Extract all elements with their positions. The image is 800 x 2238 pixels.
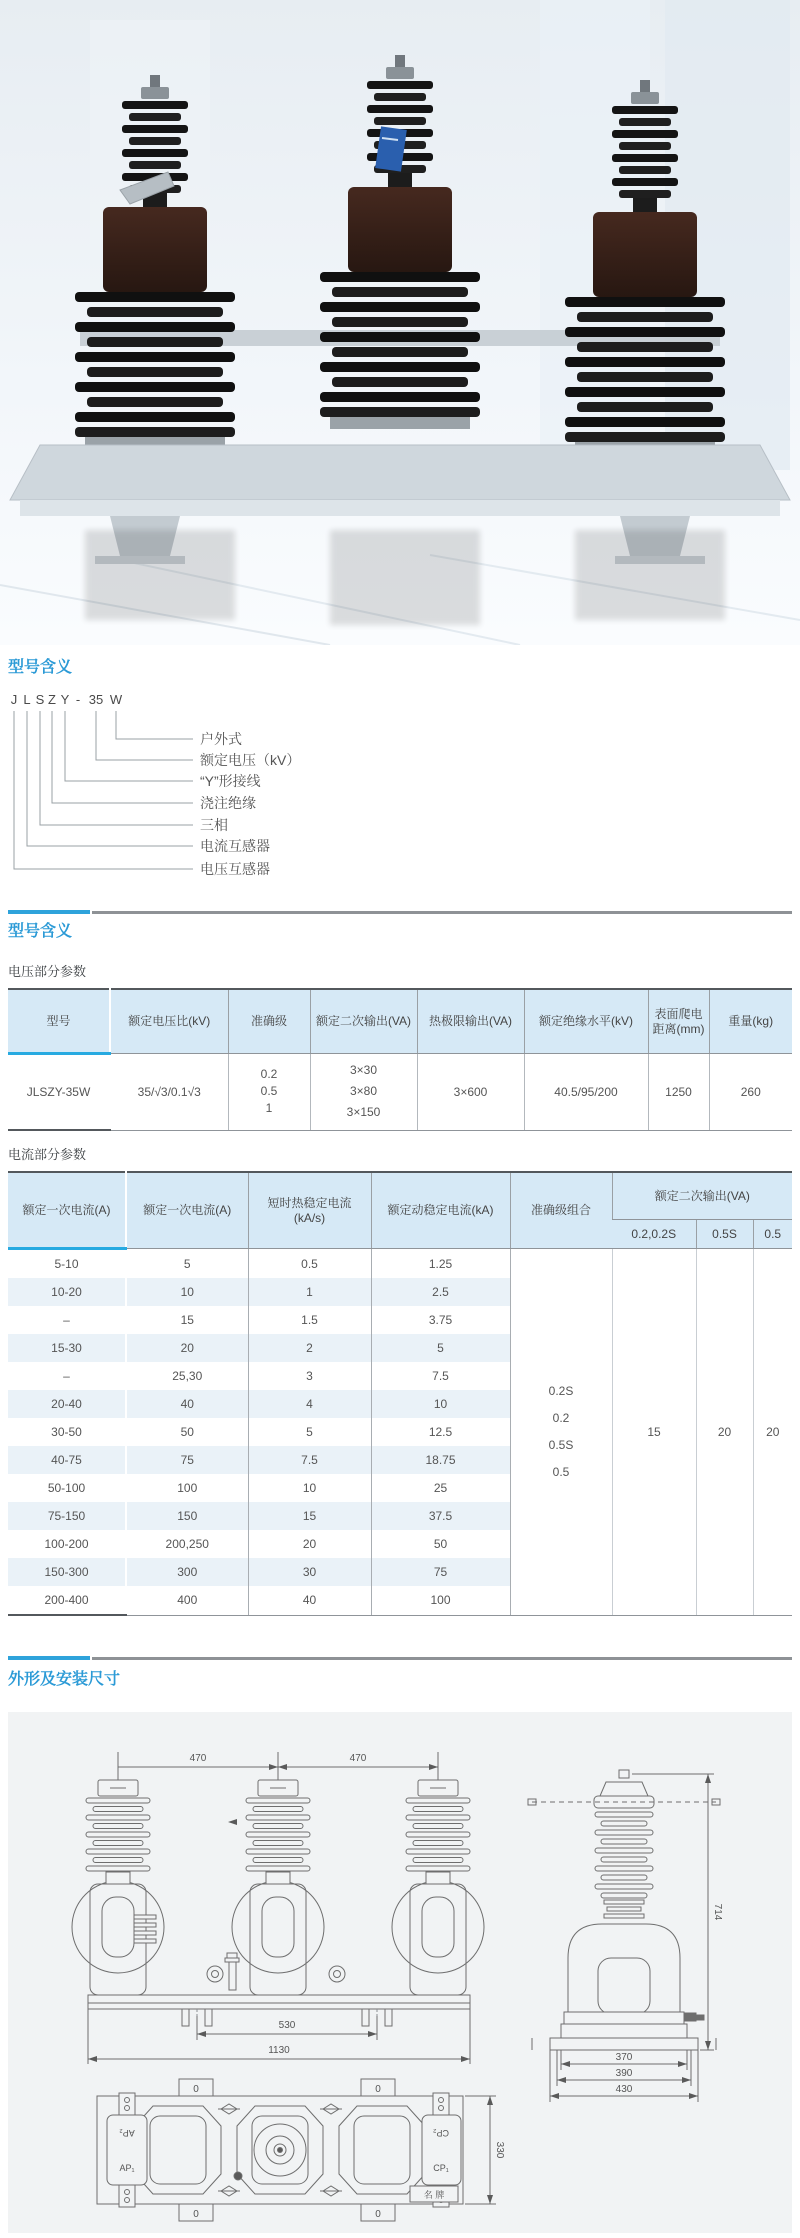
cell-range: 50-100 — [8, 1474, 126, 1502]
current-header-row-1 — [8, 1172, 792, 1220]
bottom-hole-1: 0 — [193, 2084, 199, 2095]
cell-rated-output — [310, 1054, 417, 1131]
voltage-parameters-caption: 电压部分参数 — [8, 964, 87, 979]
cell-model: JLSZY-35W — [8, 1054, 110, 1131]
bottom-hole-3: 0 — [193, 2209, 199, 2220]
cell-output-3: 20 — [753, 1249, 792, 1616]
cell-primary: 10 — [126, 1278, 248, 1306]
code-letter-w: W — [109, 692, 123, 707]
rated-output: 3×80 — [349, 1084, 378, 1099]
cell-range: 5-10 — [8, 1249, 126, 1279]
cell-primary: 5 — [126, 1249, 248, 1279]
cell-dynamic: 10 — [371, 1390, 510, 1418]
cell-thermal: 15 — [248, 1502, 371, 1530]
front-dim-470-left: 470 — [189, 1753, 207, 1764]
header-output-05s: 0.5S — [696, 1220, 753, 1249]
header-model: 型号 — [8, 989, 110, 1054]
bottom-label-cp1: CP₁ — [433, 2163, 449, 2173]
accuracy-combo: 0.2 — [552, 1410, 570, 1425]
current-parameters-table — [8, 1171, 792, 1616]
model-label-rated-voltage: 额定电压（kV） — [200, 752, 301, 768]
cell-creepage: 1250 — [648, 1054, 709, 1131]
cell-accuracy-classes — [228, 1054, 310, 1131]
voltage-parameters-table — [8, 988, 792, 1131]
cell-range: 20-40 — [8, 1390, 126, 1418]
model-label-y-wiring: “Y”形接线 — [200, 773, 261, 789]
cell-primary: 25,30 — [126, 1362, 248, 1390]
cell-dynamic: 5 — [371, 1334, 510, 1362]
side-dim-370: 370 — [615, 2052, 633, 2063]
section-divider-1 — [8, 910, 792, 914]
model-label-voltage-transformer: 电压互感器 — [200, 861, 270, 877]
cell-primary: 300 — [126, 1558, 248, 1586]
cell-range: 15-30 — [8, 1334, 126, 1362]
header-creepage: 表面爬电距离(mm) — [648, 989, 709, 1054]
side-dim-430: 430 — [615, 2084, 633, 2095]
cell-dynamic: 2.5 — [371, 1278, 510, 1306]
model-label-three-phase: 三相 — [200, 817, 228, 833]
cell-output-1: 15 — [612, 1249, 696, 1616]
accuracy-class: 0.5 — [260, 1084, 278, 1099]
cell-range: 30-50 — [8, 1418, 126, 1446]
cell-primary: 50 — [126, 1418, 248, 1446]
front-dim-530: 530 — [278, 2020, 296, 2031]
accuracy-combo: 0.2S — [548, 1383, 574, 1398]
cell-primary: 20 — [126, 1334, 248, 1362]
header-dynamic-stability: 额定动稳定电流(kA) — [371, 1172, 510, 1249]
cell-insulation-level: 40.5/95/200 — [524, 1054, 648, 1131]
header-voltage-ratio: 额定电压比(kV) — [110, 989, 228, 1054]
header-output-02-02s: 0.2,0.2S — [612, 1220, 696, 1249]
model-meaning-title-1: 型号含义 — [8, 659, 73, 676]
voltage-data-row — [8, 1054, 792, 1131]
code-letter-y: Y — [60, 692, 70, 707]
cell-thermal: 4 — [248, 1390, 371, 1418]
cell-dynamic: 75 — [371, 1558, 510, 1586]
cell-primary: 400 — [126, 1586, 248, 1615]
header-accuracy-combo: 准确级组合 — [510, 1172, 612, 1249]
cell-thermal: 30 — [248, 1558, 371, 1586]
cell-thermal: 20 — [248, 1530, 371, 1558]
cell-range: 10-20 — [8, 1278, 126, 1306]
cell-dynamic: 12.5 — [371, 1418, 510, 1446]
cell-output-2: 20 — [696, 1249, 753, 1616]
code-letter-z: Z — [48, 692, 56, 707]
cell-primary: 150 — [126, 1502, 248, 1530]
cell-thermal: 3 — [248, 1362, 371, 1390]
bottom-dim-330: 330 — [494, 2141, 505, 2159]
header-short-time-thermal: 短时热稳定电流(kA/s) — [248, 1172, 371, 1249]
header-rated-output: 额定二次输出(VA) — [310, 989, 417, 1054]
cell-range: – — [8, 1362, 126, 1390]
side-dim-714: 714 — [712, 1903, 723, 1921]
cell-thermal: 1.5 — [248, 1306, 371, 1334]
cell-range: – — [8, 1306, 126, 1334]
cell-primary: 40 — [126, 1390, 248, 1418]
code-letter-l: L — [23, 692, 31, 707]
section-divider-2 — [8, 1656, 792, 1660]
cell-range: 40-75 — [8, 1446, 126, 1474]
cell-thermal: 40 — [248, 1586, 371, 1615]
current-parameters-caption: 电流部分参数 — [8, 1147, 87, 1162]
cell-primary: 200,250 — [126, 1530, 248, 1558]
bottom-hole-2: 0 — [375, 2084, 381, 2095]
cell-dynamic: 18.75 — [371, 1446, 510, 1474]
cell-primary: 75 — [126, 1446, 248, 1474]
accuracy-class: 0.2 — [260, 1067, 278, 1082]
bottom-hole-4: 0 — [375, 2209, 381, 2220]
cell-dynamic: 7.5 — [371, 1362, 510, 1390]
header-output-05: 0.5 — [753, 1220, 792, 1249]
cell-range: 75-150 — [8, 1502, 126, 1530]
dimension-drawings — [8, 1712, 792, 2233]
bottom-label-cp2: CP₂ — [433, 2128, 449, 2138]
rated-output: 3×150 — [346, 1105, 381, 1120]
voltage-header-row — [8, 989, 792, 1054]
dimension-drawings-panel — [8, 1712, 792, 2238]
model-meaning-title-2: 型号含义 — [8, 923, 73, 940]
code-number: 35 — [88, 692, 104, 707]
model-meaning-diagram — [8, 678, 792, 910]
cell-voltage-ratio: 35/√3/0.1√3 — [110, 1054, 228, 1131]
bottom-label-ap2: AP₂ — [119, 2128, 135, 2138]
accuracy-combo: 0.5S — [548, 1437, 574, 1452]
model-label-outdoor: 户外式 — [200, 731, 242, 747]
cell-accuracy-combos — [510, 1249, 612, 1616]
cell-thermal: 5 — [248, 1418, 371, 1446]
bottom-label-ap1: AP₁ — [119, 2163, 135, 2173]
cell-dynamic: 50 — [371, 1530, 510, 1558]
cell-thermal: 2 — [248, 1334, 371, 1362]
code-dash: - — [75, 692, 81, 707]
model-label-current-transformer: 电流互感器 — [200, 838, 270, 854]
header-primary-range: 额定一次电流(A) — [8, 1172, 126, 1249]
header-weight: 重量(kg) — [709, 989, 792, 1054]
cell-thermal: 0.5 — [248, 1249, 371, 1279]
cell-dynamic: 100 — [371, 1586, 510, 1615]
code-letter-j: J — [10, 692, 18, 707]
header-insulation-level: 额定绝缘水平(kV) — [524, 989, 648, 1054]
cell-dynamic: 37.5 — [371, 1502, 510, 1530]
header-accuracy-class: 准确级 — [228, 989, 310, 1054]
front-dim-1130: 1130 — [268, 2045, 290, 2056]
cell-range: 100-200 — [8, 1530, 126, 1558]
product-photo — [0, 0, 800, 645]
code-letter-s: S — [35, 692, 45, 707]
accuracy-combo: 0.5 — [552, 1464, 570, 1479]
cell-dynamic: 25 — [371, 1474, 510, 1502]
dimensions-title: 外形及安装尺寸 — [8, 1671, 121, 1688]
accuracy-class: 1 — [265, 1101, 273, 1116]
side-dim-390: 390 — [615, 2068, 633, 2079]
table-row — [8, 1249, 792, 1279]
cell-dynamic: 3.75 — [371, 1306, 510, 1334]
header-primary-current: 额定一次电流(A) — [126, 1172, 248, 1249]
cell-range: 150-300 — [8, 1558, 126, 1586]
cell-thermal: 1 — [248, 1278, 371, 1306]
cell-primary: 15 — [126, 1306, 248, 1334]
front-dim-470-right: 470 — [349, 1753, 367, 1764]
model-label-cast-insulation: 浇注绝缘 — [200, 795, 256, 811]
header-secondary-output-group: 额定二次输出(VA) — [612, 1172, 792, 1220]
rated-output: 3×30 — [349, 1063, 378, 1078]
cell-range: 200-400 — [8, 1586, 126, 1615]
cell-thermal: 10 — [248, 1474, 371, 1502]
header-thermal-limit: 热极限输出(VA) — [417, 989, 524, 1054]
bottom-label-nameplate: 名 牌 — [423, 2190, 445, 2200]
cell-weight: 260 — [709, 1054, 792, 1131]
cell-primary: 100 — [126, 1474, 248, 1502]
cell-dynamic: 1.25 — [371, 1249, 510, 1279]
cell-thermal: 7.5 — [248, 1446, 371, 1474]
cell-thermal-limit: 3×600 — [417, 1054, 524, 1131]
